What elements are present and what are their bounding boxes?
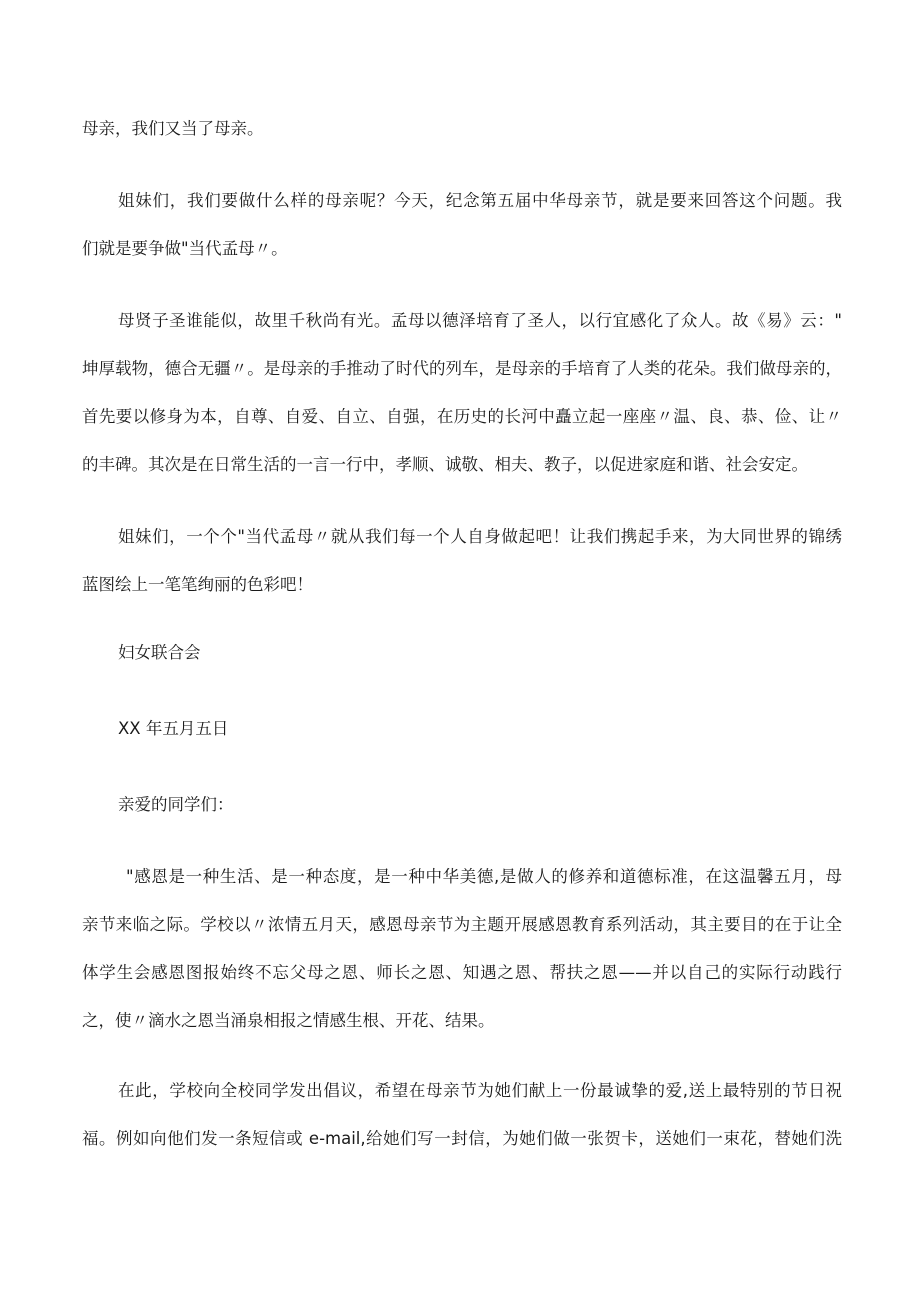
text-line: 福。例如向他们发一条短信或 e-mail,给她们写一封信，为她们做一张贺卡，送她们一束花，替她们洗 [82, 1129, 842, 1148]
text-line: "感恩是一种生活、是一种态度，是一种中华美德,是做人的修养和道德标准，在这温馨五月，母 [126, 867, 842, 886]
signature-org: 妇女联合会 [118, 643, 201, 662]
text-line: 首先要以修身为本，自尊、自爱、自立、自强，在历史的长河中矗立起一座座〃温、良、恭、俭、让〃 [82, 407, 842, 426]
text-line: 们就是要争做"当代孟母〃。 [82, 239, 288, 258]
text-line: 母贤子圣谁能似，故里千秋尚有光。孟母以德泽培育了圣人，以行宜感化了众人。故《易》云：" [118, 311, 842, 330]
text-line: 体学生会感恩图报始终不忘父母之恩、师长之恩、知遇之恩、帮扶之恩——并以自己的实际行动践行 [82, 963, 842, 982]
text-line: 蓝图绘上一笔笔绚丽的色彩吧！ [82, 575, 313, 594]
text-line: 在此，学校向全校同学发出倡议，希望在母亲节为她们献上一份最诚挚的爱,送上最特别的节日祝 [118, 1081, 842, 1100]
text-line: 姐妹们，我们要做什么样的母亲呢？今天，纪念第五届中华母亲节，就是要来回答这个问题。我 [118, 191, 842, 210]
text-line: 坤厚载物，德合无疆〃。是母亲的手推动了时代的列车，是母亲的手培育了人类的花朵。我们做母亲的， [82, 359, 842, 378]
text-line: 姐妹们，一个个"当代孟母〃就从我们每一个人自身做起吧！让我们携起手来，为大同世界的锦绣 [118, 527, 842, 546]
text-line: 的丰碑。其次是在日常生活的一言一行中，孝顺、诚敬、相夫、教子，以促进家庭和谐、社会安定。 [82, 455, 808, 474]
text-line: 母亲，我们又当了母亲。 [82, 119, 264, 138]
text-line: 亲节来临之际。学校以〃浓情五月天，感恩母亲节为主题开展感恩教育系列活动，其主要目的在于让全 [82, 915, 842, 934]
text-line: 之，使〃滴水之恩当涌泉相报之情感生根、开花、结果。 [82, 1011, 495, 1030]
salutation: 亲爱的同学们： [118, 795, 234, 814]
signature-date: XX 年五月五日 [118, 719, 229, 738]
